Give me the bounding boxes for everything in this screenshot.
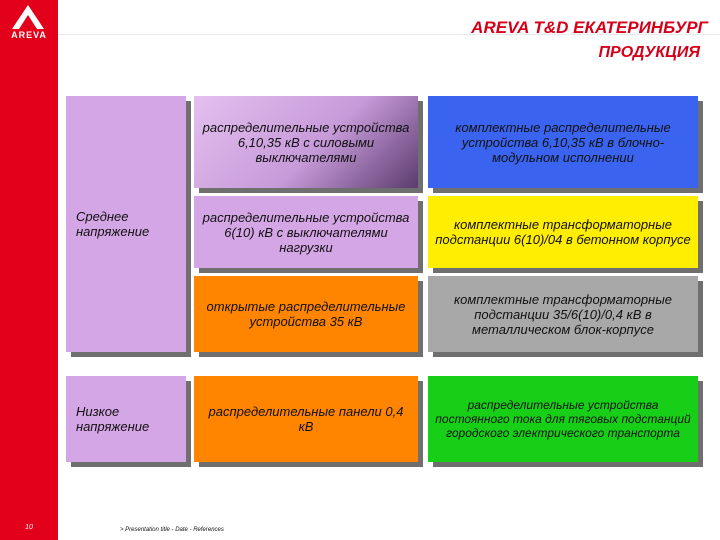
- product-cell-r4-left-text: распределительные панели 0,4 кВ: [208, 404, 404, 434]
- product-cell-r4-right: [428, 376, 698, 462]
- product-cell-r3-left-text: открытые распределительные устройства 35 кВ: [206, 299, 406, 329]
- page-number: 10: [25, 524, 33, 531]
- product-cell-r3-right-text: комплектные трансформаторные подстанции 35/6(10)/0,4 кВ в металлическом блок-корпусе: [453, 291, 673, 337]
- product-cell-r2-right: [428, 196, 698, 268]
- medium-voltage-label: Среднее напряжение: [76, 209, 150, 239]
- product-cell-r2-right-text: комплектные трансформаторные подстанции 6(10)/04 в бетонном корпусе: [435, 217, 691, 247]
- medium-voltage-group: [66, 96, 186, 352]
- low-voltage-label: Низкое напряжение: [76, 404, 150, 434]
- page-subtitle: ПРОДУКЦИЯ: [598, 44, 700, 61]
- product-cell-r4-left: [194, 376, 418, 462]
- brand-logo-text: AREVA: [11, 30, 47, 40]
- product-cell-r2-left-text: распределительные устройства 6(10) кВ с выключателями нагрузки: [202, 209, 410, 255]
- product-cell-r1-left-text: распределительные устройства 6,10,35 кВ с силовыми выключателями: [202, 119, 410, 165]
- product-cell-r1-left: [194, 96, 418, 188]
- product-cell-r3-right: [428, 276, 698, 352]
- product-cell-r4-right-text: распределительные устройства постоянного тока для тяговых подстанций городского электрического транспорта: [435, 398, 691, 440]
- low-voltage-group: [66, 376, 186, 462]
- product-cell-r2-left: [194, 196, 418, 268]
- product-cell-r1-right-text: комплектные распределительные устройства 6,10,35 кВ в блочно-модульном исполнении: [455, 119, 671, 165]
- product-cell-r1-right: [428, 96, 698, 188]
- product-cell-r3-left: [194, 276, 418, 352]
- page-title: AREVA T&D ЕКАТЕРИНБУРГ: [471, 18, 708, 37]
- areva-logo-icon: [10, 4, 46, 30]
- footer-text: > Presentation title - Date - References: [120, 527, 224, 533]
- brand-sidebar: [0, 0, 58, 540]
